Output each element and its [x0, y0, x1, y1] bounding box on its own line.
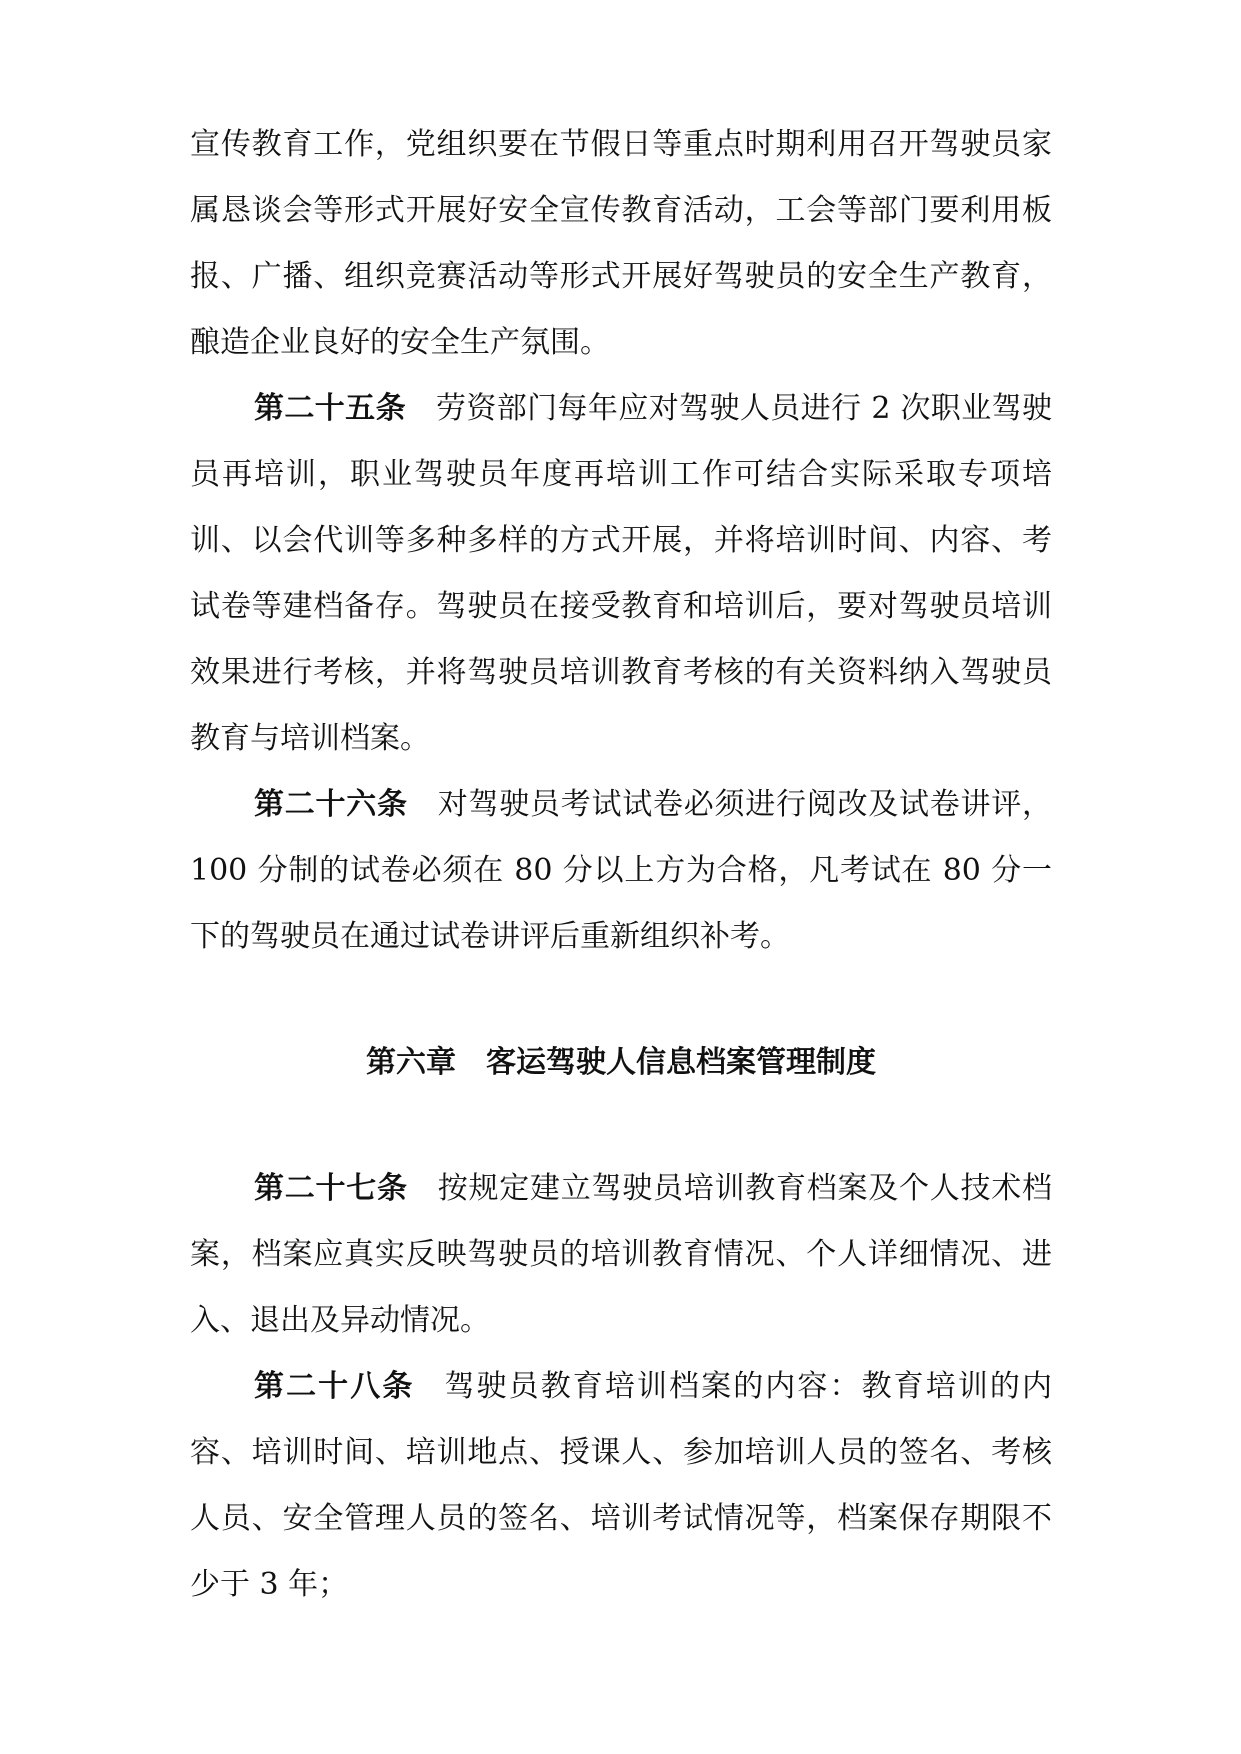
spacer	[190, 1096, 1052, 1156]
article-number: 第二十五条	[254, 391, 406, 426]
article-26	[190, 772, 1052, 970]
article-27	[190, 1156, 1052, 1354]
document-body	[190, 112, 1052, 1618]
article-text: 劳资部门每年应对驾驶人员进行 2 次职业驾驶员再培训，职业驾驶员年度再培训工作可结合实际采取专项培训、以会代训等多种多样的方式开展，并将培训时间、内容、考试卷等建档备存。驾驶员在接受教育和培训后，要对驾驶员培训效果进行考核，并将驾驶员培训教育考核的有关资料纳入驾驶员教育与培训档案。	[190, 391, 1052, 756]
article-text: 按规定建立驾驶员培训教育档案及个人技术档案，档案应真实反映驾驶员的培训教育情况、个人详细情况、进入、退出及异动情况。	[190, 1171, 1052, 1338]
article-25	[190, 376, 1052, 772]
article-text: 对驾驶员考试试卷必须进行阅改及试卷讲评，100 分制的试卷必须在 80 分以上方为合格，凡考试在 80 分一下的驾驶员在通过试卷讲评后重新组织补考。	[190, 787, 1052, 954]
continuation-paragraph: 宣传教育工作，党组织要在节假日等重点时期利用召开驾驶员家属恳谈会等形式开展好安全宣传教育活动，工会等部门要利用板报、广播、组织竞赛活动等形式开展好驾驶员的安全生产教育，酿造企业良好的安全生产氛围。	[190, 127, 1052, 360]
article-number: 第二十八条	[254, 1369, 415, 1404]
article-28	[190, 1354, 1052, 1618]
chapter-title: 第六章 客运驾驶人信息档案管理制度	[366, 1045, 876, 1080]
article-number: 第二十六条	[254, 787, 408, 822]
spacer	[190, 970, 1052, 1030]
article-text: 驾驶员教育培训档案的内容：教育培训的内容、培训时间、培训地点、授课人、参加培训人员的签名、考核人员、安全管理人员的签名、培训考试情况等，档案保存期限不少于 3 年；	[190, 1369, 1053, 1602]
article-number: 第二十七条	[254, 1171, 408, 1206]
